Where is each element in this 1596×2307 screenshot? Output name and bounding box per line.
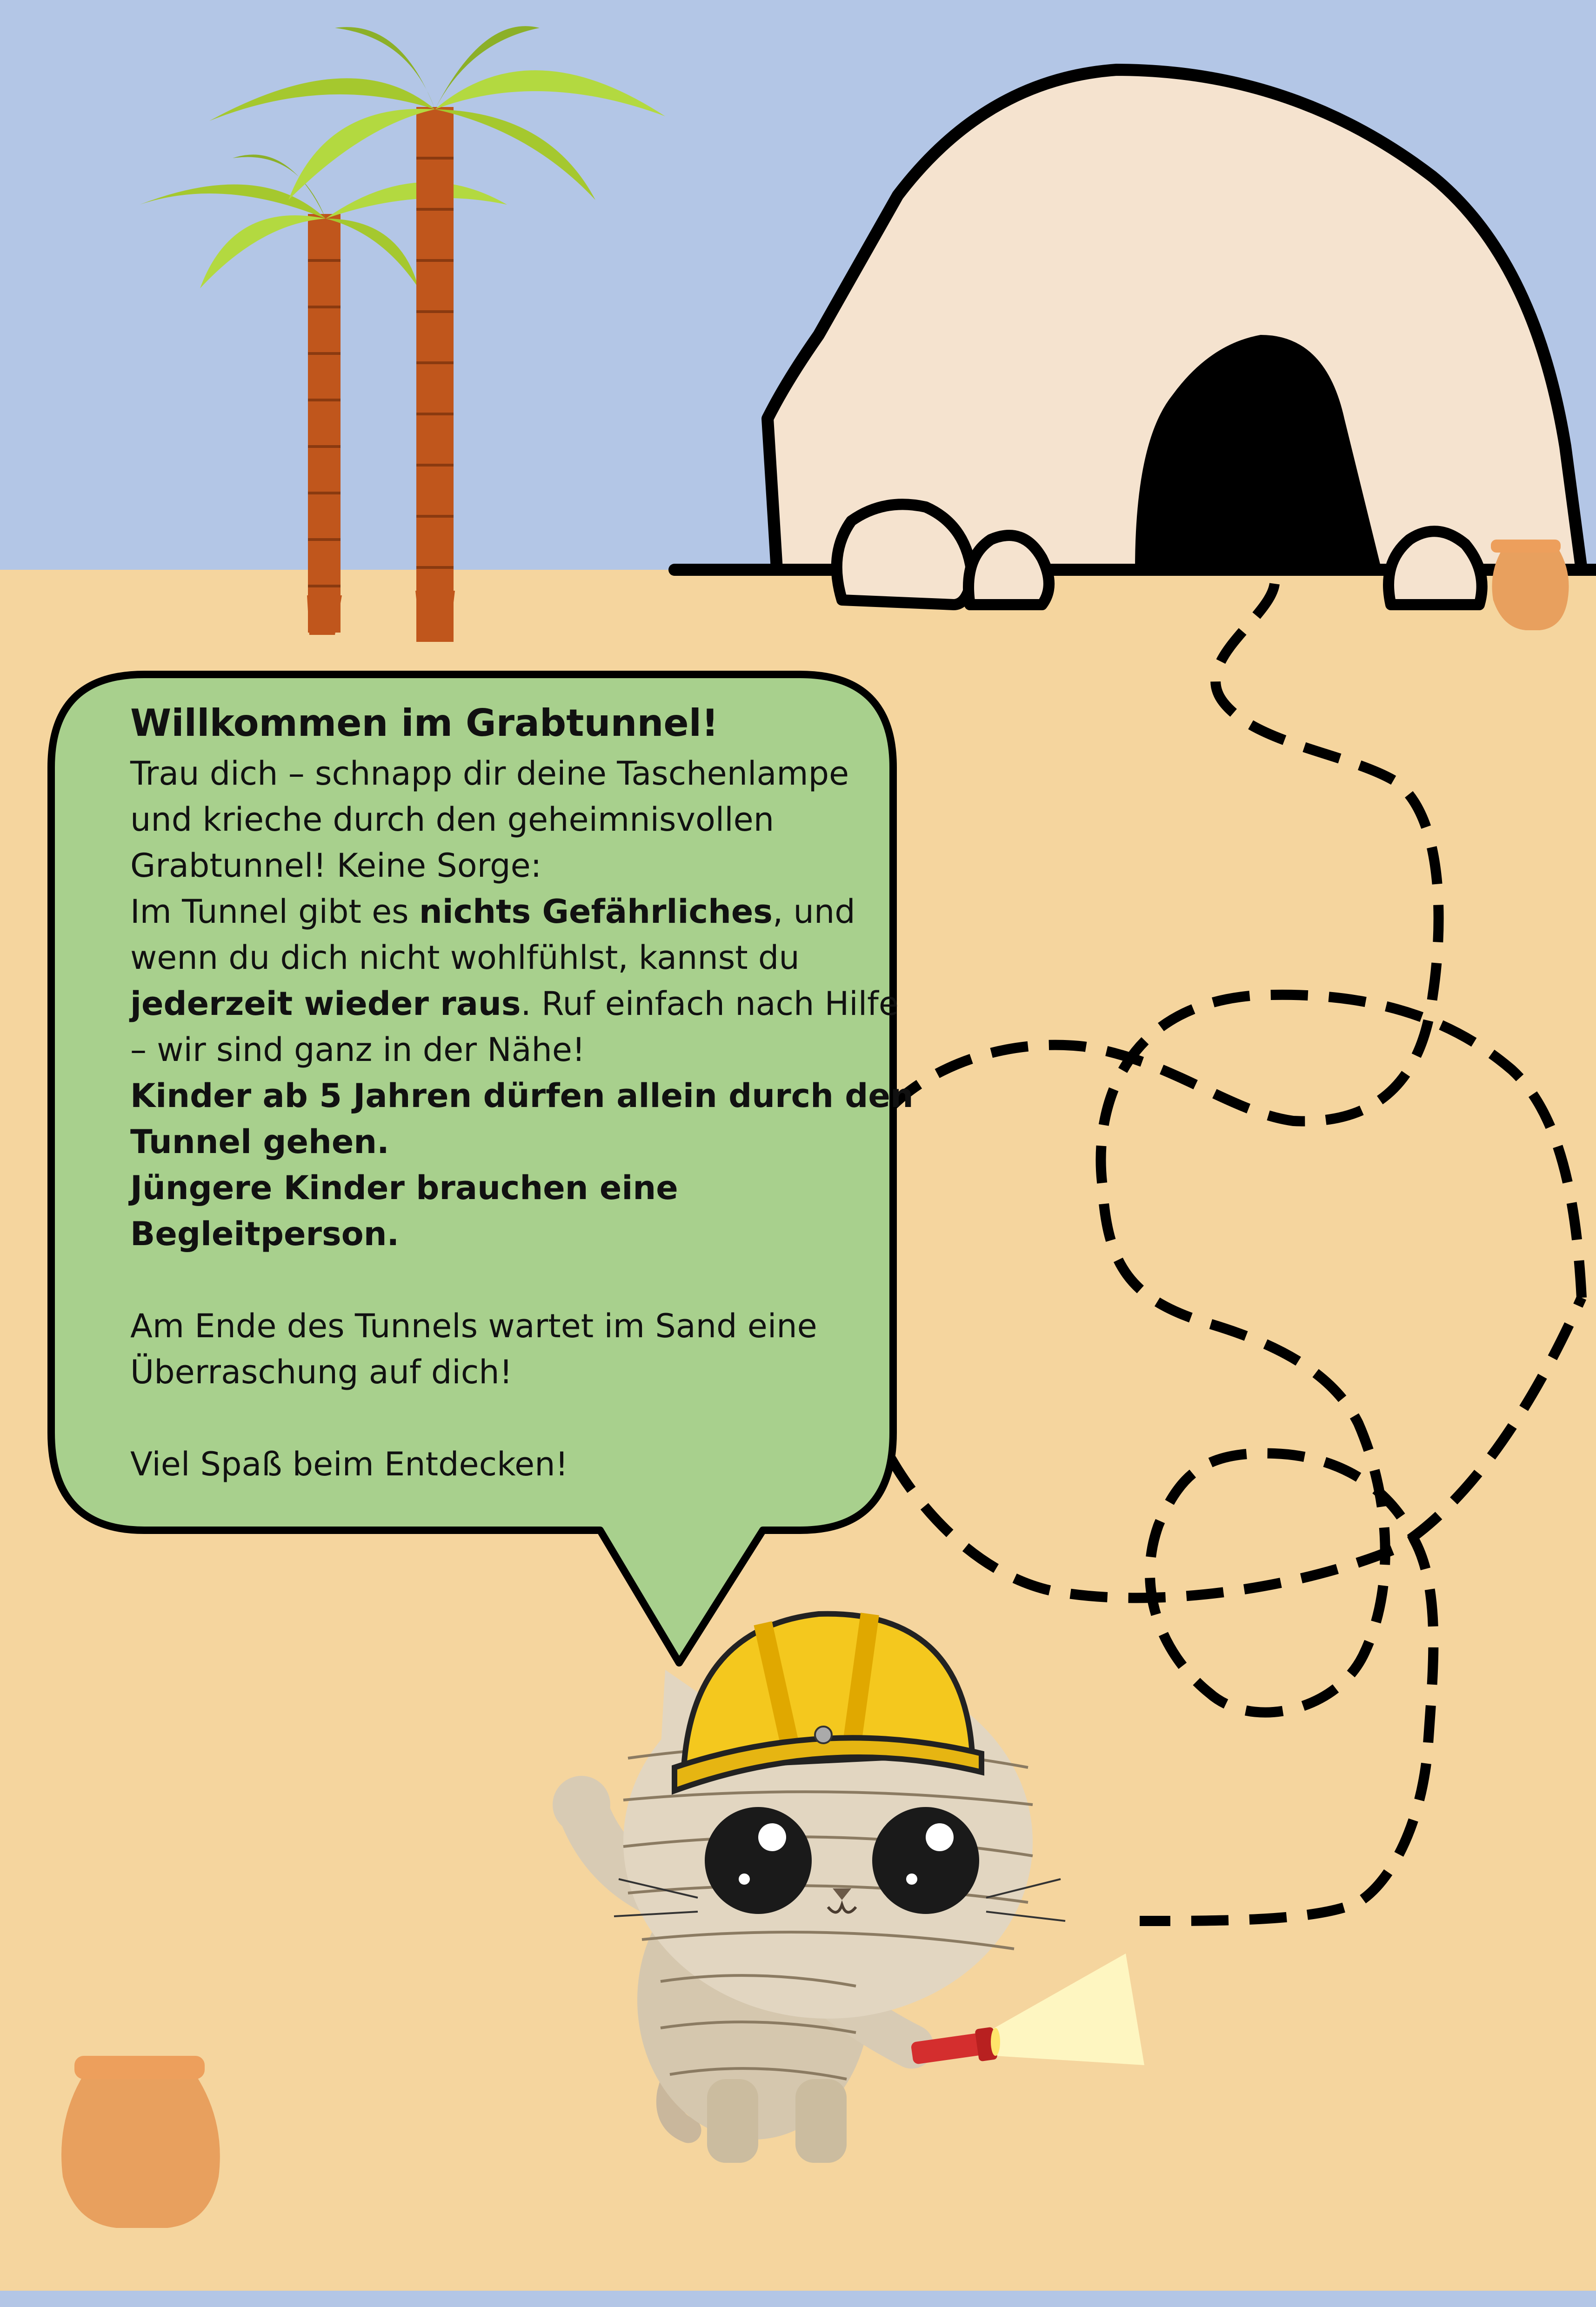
rule-line-2: Tunnel gehen. (130, 1123, 389, 1161)
surprise-line-2: Überraschung auf dich! (130, 1353, 513, 1391)
intro-line-4-end: , und (772, 893, 855, 931)
intro-emphasis-safe: nichts Gefährliches (419, 893, 773, 931)
intro-line-2: und krieche durch den geheimnisvollen (130, 800, 775, 839)
rule-line-4: Begleitperson. (130, 1215, 400, 1253)
intro-line-7: – wir sind ganz in der Nähe! (130, 1031, 585, 1069)
intro-emphasis-exit: jederzeit wieder raus (130, 985, 521, 1023)
rule-line-1: Kinder ab 5 Jahren dürfen allein durch den (130, 1077, 914, 1115)
bubble-title: Willkommen im Grabtunnel! (130, 701, 719, 745)
intro-line-6 (130, 981, 899, 1027)
intro-line-3: Grabtunnel! Keine Sorge: (130, 847, 542, 885)
rule-line-3: Jüngere Kinder brauchen eine (130, 1169, 678, 1207)
intro-line-4 (130, 889, 856, 935)
intro-line-4-start: Im Tunnel gibt es (130, 893, 419, 931)
spacer (130, 1257, 856, 1303)
spacer (130, 1395, 856, 1441)
bubble-text (130, 698, 914, 1487)
bottom-stripe (0, 2291, 1596, 2307)
intro-line-1: Trau dich – schnapp dir deine Taschenlampe (130, 754, 849, 793)
intro-line-5: wenn du dich nicht wohlfühlst, kannst du (130, 939, 800, 977)
surprise-line-1: Am Ende des Tunnels wartet im Sand eine (130, 1307, 817, 1345)
clay-pot-icon (61, 2056, 220, 2228)
closing-line: Viel Spaß beim Entdecken! (130, 1445, 568, 1483)
intro-line-6-end: . Ruf einfach nach Hilfe (521, 985, 899, 1023)
clay-pot-icon (1491, 540, 1569, 630)
